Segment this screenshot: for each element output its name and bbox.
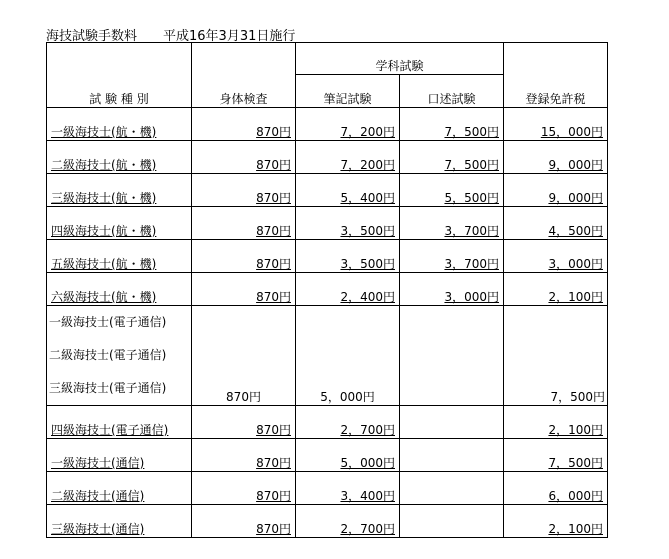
cell-name: 六級海技士(航・機) bbox=[47, 273, 192, 306]
cell-physical: 870円 bbox=[192, 273, 296, 306]
cell-written: 3，500円 bbox=[296, 207, 400, 240]
cell-name-group bbox=[47, 306, 192, 406]
cell-name: 二級海技士(通信) bbox=[47, 472, 192, 505]
cell-written: 5，000円 bbox=[296, 439, 400, 472]
page-title: 海技試験手数料 平成16年3月31日施行 bbox=[46, 29, 296, 44]
header-oral: 口述試験 bbox=[400, 75, 504, 108]
header-license-tax: 登録免許税 bbox=[504, 43, 608, 108]
cell-name: 四級海技士(電子通信) bbox=[47, 406, 192, 439]
cell-written: 7，200円 bbox=[296, 108, 400, 141]
cell-oral: 5，500円 bbox=[400, 174, 504, 207]
cell-tax: 15，000円 bbox=[504, 108, 608, 141]
cell-written: 5，400円 bbox=[296, 174, 400, 207]
cell-tax: 9，000円 bbox=[504, 174, 608, 207]
cell-written: 5，000円 bbox=[296, 306, 400, 406]
cell-name: 三級海技士(電子通信) bbox=[49, 381, 167, 395]
cell-physical: 870円 bbox=[192, 505, 296, 538]
cell-oral bbox=[400, 472, 504, 505]
cell-tax: 7，500円 bbox=[504, 306, 608, 406]
table-row bbox=[47, 505, 608, 538]
cell-written: 2，400円 bbox=[296, 273, 400, 306]
cell-name: 三級海技士(通信) bbox=[47, 505, 192, 538]
cell-tax: 9，000円 bbox=[504, 141, 608, 174]
cell-physical: 870円 bbox=[192, 406, 296, 439]
table-row bbox=[47, 207, 608, 240]
cell-name: 三級海技士(航・機) bbox=[47, 174, 192, 207]
header-written: 筆記試験 bbox=[296, 75, 400, 108]
header-row-top bbox=[47, 43, 608, 75]
cell-name: 一級海技士(電子通信) bbox=[49, 315, 167, 329]
cell-tax: 2，100円 bbox=[504, 406, 608, 439]
cell-physical: 870円 bbox=[192, 439, 296, 472]
cell-name: 五級海技士(航・機) bbox=[47, 240, 192, 273]
cell-physical: 870円 bbox=[192, 108, 296, 141]
cell-oral: 7，500円 bbox=[400, 141, 504, 174]
cell-oral: 7，500円 bbox=[400, 108, 504, 141]
table-row-merged bbox=[47, 306, 608, 406]
cell-name: 一級海技士(航・機) bbox=[47, 108, 192, 141]
cell-oral bbox=[400, 505, 504, 538]
cell-physical: 870円 bbox=[192, 174, 296, 207]
cell-oral bbox=[400, 406, 504, 439]
cell-physical: 870円 bbox=[192, 240, 296, 273]
table-row bbox=[47, 273, 608, 306]
cell-written: 2，700円 bbox=[296, 406, 400, 439]
fee-table bbox=[46, 42, 608, 538]
cell-tax: 4，500円 bbox=[504, 207, 608, 240]
cell-tax: 7，500円 bbox=[504, 439, 608, 472]
cell-name: 二級海技士(航・機) bbox=[47, 141, 192, 174]
table-row bbox=[47, 406, 608, 439]
header-category: 試 験 種 別 bbox=[47, 43, 192, 108]
cell-name: 四級海技士(航・機) bbox=[47, 207, 192, 240]
cell-written: 3，400円 bbox=[296, 472, 400, 505]
cell-oral: 3，700円 bbox=[400, 207, 504, 240]
cell-tax: 6，000円 bbox=[504, 472, 608, 505]
table-row bbox=[47, 108, 608, 141]
cell-tax: 3，000円 bbox=[504, 240, 608, 273]
header-physical: 身体検査 bbox=[192, 43, 296, 108]
cell-name: 一級海技士(通信) bbox=[47, 439, 192, 472]
table-row bbox=[47, 240, 608, 273]
cell-physical: 870円 bbox=[192, 141, 296, 174]
cell-written: 7，200円 bbox=[296, 141, 400, 174]
cell-physical: 870円 bbox=[192, 306, 296, 406]
table-row bbox=[47, 174, 608, 207]
header-subject-group: 学科試験 bbox=[296, 43, 504, 75]
cell-physical: 870円 bbox=[192, 472, 296, 505]
table-row bbox=[47, 141, 608, 174]
cell-physical: 870円 bbox=[192, 207, 296, 240]
cell-name: 二級海技士(電子通信) bbox=[49, 348, 167, 362]
cell-oral bbox=[400, 439, 504, 472]
cell-tax: 2，100円 bbox=[504, 505, 608, 538]
cell-oral: 3，700円 bbox=[400, 240, 504, 273]
cell-oral bbox=[400, 306, 504, 406]
cell-tax: 2，100円 bbox=[504, 273, 608, 306]
cell-written: 2，700円 bbox=[296, 505, 400, 538]
table-row bbox=[47, 472, 608, 505]
cell-oral: 3，000円 bbox=[400, 273, 504, 306]
table-row bbox=[47, 439, 608, 472]
cell-written: 3，500円 bbox=[296, 240, 400, 273]
